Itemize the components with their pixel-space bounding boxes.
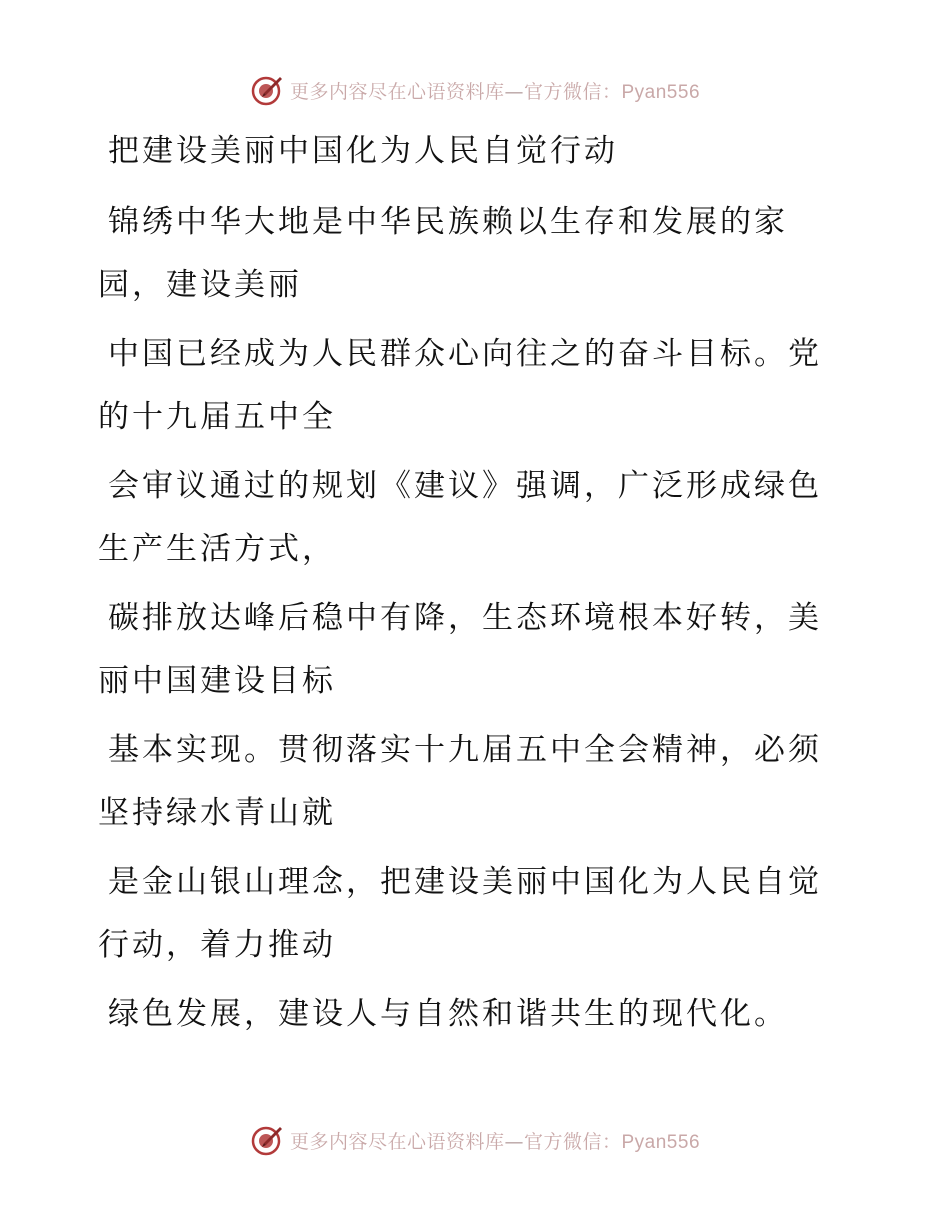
paragraph	[98, 983, 838, 1046]
watermark-contact-id: Pyan556	[621, 1131, 701, 1153]
paragraph	[98, 455, 838, 581]
watermark-dash: —	[504, 80, 524, 103]
paragraph-line: 园，建设美丽	[98, 267, 302, 303]
document-body	[98, 120, 838, 1052]
paragraph-line: 中国已经成为人民群众心向往之的奋斗目标。党	[108, 336, 822, 372]
paragraph-line: 丽中国建设目标	[98, 663, 336, 699]
paragraph-line: 行动，着力推动	[98, 927, 336, 963]
paragraph-line: 会审议通过的规划《建议》强调，广泛形成绿色	[108, 468, 822, 504]
watermark-footer	[0, 1120, 950, 1160]
paragraph-line: 的十九届五中全	[98, 399, 336, 435]
paragraph-line: 把建设美丽中国化为人民自觉行动	[108, 133, 618, 169]
watermark-contact-id: Pyan556	[621, 81, 701, 103]
watermark-text	[290, 1127, 700, 1154]
paragraph	[98, 851, 838, 977]
watermark-contact-label: 官方微信：	[523, 1130, 622, 1153]
paragraph-title	[98, 120, 838, 183]
paragraph	[98, 719, 838, 845]
paragraph-line: 坚持绿水青山就	[98, 795, 336, 831]
paragraph	[98, 191, 838, 317]
paragraph-line: 碳排放达峰后稳中有降，生态环境根本好转，美	[108, 600, 822, 636]
watermark-contact-label: 官方微信：	[523, 80, 622, 103]
paragraph-line: 生产生活方式，	[98, 531, 336, 567]
paragraph	[98, 587, 838, 713]
watermark-site-name: 更多内容尽在心语资料库	[289, 80, 505, 103]
pen-logo-icon	[250, 1123, 284, 1157]
paragraph-line: 绿色发展，建设人与自然和谐共生的现代化。	[108, 996, 788, 1032]
paragraph-line: 锦绣中华大地是中华民族赖以生存和发展的家	[108, 204, 788, 240]
watermark-site-name: 更多内容尽在心语资料库	[289, 1130, 505, 1153]
watermark-header	[0, 70, 950, 110]
paragraph-line: 基本实现。贯彻落实十九届五中全会精神，必须	[108, 732, 822, 768]
watermark-dash: —	[504, 1130, 524, 1153]
paragraph-line: 是金山银山理念，把建设美丽中国化为人民自觉	[108, 864, 822, 900]
pen-logo-icon	[250, 73, 284, 107]
paragraph	[98, 323, 838, 449]
watermark-text	[290, 77, 700, 104]
